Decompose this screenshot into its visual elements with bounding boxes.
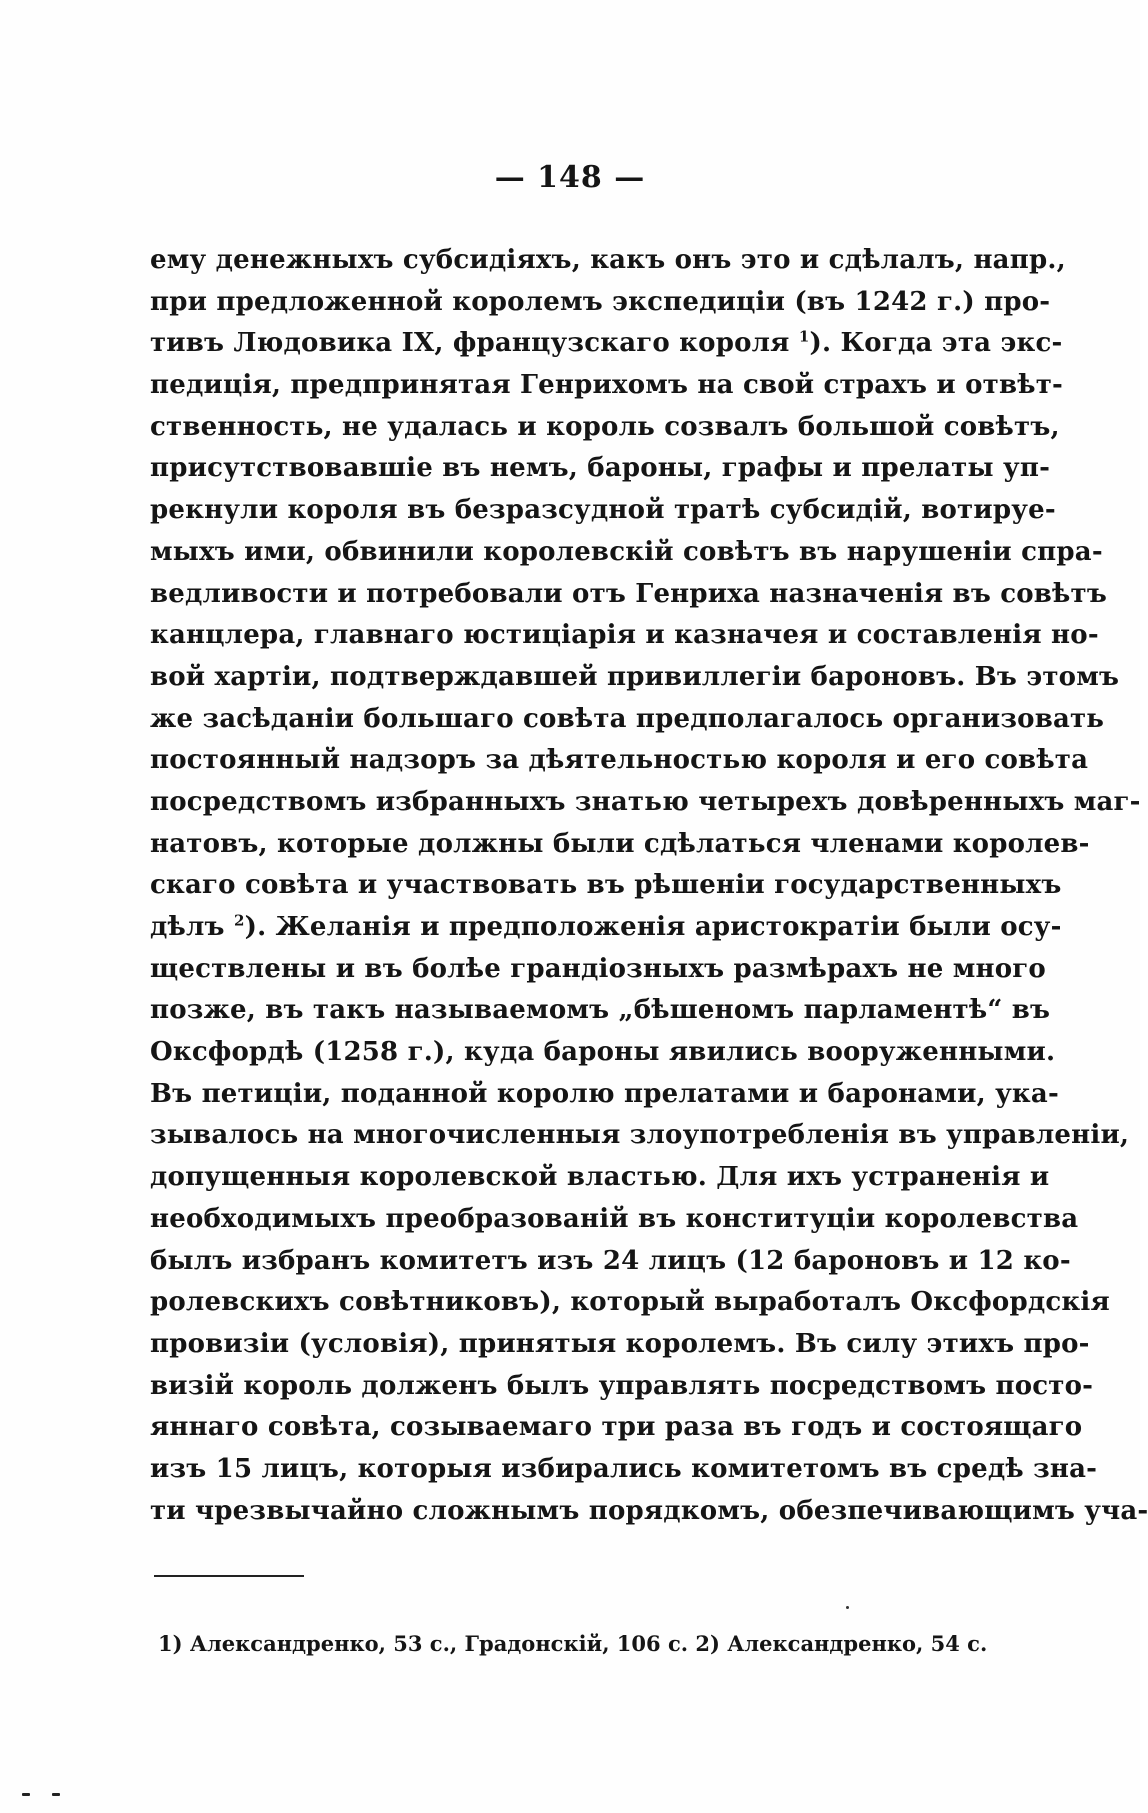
footnotes: 1) Александренко, 53 с., Градонскій, 106 с. 2) Александренко, 54 с.	[158, 1631, 988, 1656]
text-line: допущенныя королевской властью. Для ихъ устраненія и	[150, 1162, 1050, 1193]
text-line: Въ петиціи, поданной королю прелатами и баронами, ука-	[150, 1078, 1059, 1109]
text-line	[150, 907, 1062, 949]
text-line: же засѣданіи большаго совѣта предполагалось организовать	[150, 703, 1105, 734]
text-line: ществлены и въ болѣе грандіозныхъ размѣрахъ не много	[150, 953, 1046, 984]
text-line: педиція, предпринятая Генрихомъ на свой страхъ и отвѣт-	[150, 370, 1064, 401]
text-line: ведливости и потребовали отъ Генриха назначенія въ совѣтъ	[150, 578, 1107, 609]
text-line: скаго совѣта и участвовать въ рѣшеніи государственныхъ	[150, 870, 1062, 901]
text-line: при предложенной королемъ экспедиціи (въ 1242 г.) про-	[150, 286, 1051, 317]
body-text	[150, 240, 1148, 1532]
text-line: канцлера, главнаго юстиціарія и казначея и составленія но-	[150, 620, 1099, 651]
text-fragment: тивъ Людовика IX, французскаго короля	[150, 328, 799, 359]
text-line: постоянный надзоръ за дѣятельностью короля и его совѣта	[150, 745, 1089, 776]
text-line: ственность, не удалась и король созвалъ большой совѣтъ,	[150, 411, 1060, 442]
text-line: визій король долженъ былъ управлять посредствомъ посто-	[150, 1370, 1094, 1401]
text-fragment: дѣлъ	[150, 912, 234, 942]
text-line: ему денежныхъ субсидіяхъ, какъ онъ это и сдѣлалъ, напр.,	[150, 245, 1066, 275]
text-line	[150, 323, 1063, 365]
text-line: рекнули короля въ безразсудной тратѣ субсидій, вотируе-	[150, 495, 1056, 526]
text-line: необходимыхъ преобразованій въ конституціи королевства	[150, 1203, 1079, 1234]
text-line: позже, въ такъ называемомъ „бѣшеномъ парламентѣ“ въ	[150, 995, 1051, 1026]
page-number: — 148 —	[494, 160, 646, 195]
text-line: мыхъ ими, обвинили королевскій совѣтъ въ нарушеніи спра-	[150, 536, 1103, 567]
text-line: посредствомъ избранныхъ знатью четырехъ довѣренныхъ маг-	[150, 786, 1141, 817]
text-line: Оксфордѣ (1258 г.), куда бароны явились вооруженными.	[150, 1037, 1056, 1068]
footnote-marker: 2	[233, 911, 245, 930]
text-line: изъ 15 лицъ, которыя избирались комитетомъ въ средѣ зна-	[150, 1453, 1098, 1484]
text-line: провизіи (условія), принятыя королемъ. Въ силу этихъ про-	[150, 1328, 1090, 1359]
text-line: натовъ, которые должны были сдѣлаться членами королев-	[150, 828, 1090, 859]
text-line: ролевскихъ совѣтниковъ), который выработалъ Оксфордскія	[150, 1287, 1110, 1318]
print-speck	[846, 1606, 849, 1609]
footnote-separator	[154, 1575, 304, 1577]
text-line: зывалось на многочисленныя злоупотребленія въ управленіи,	[150, 1120, 1130, 1151]
text-line: былъ избранъ комитетъ изъ 24 лицъ (12 бароновъ и 12 ко-	[150, 1245, 1071, 1276]
text-line: яннаго совѣта, созываемаго три раза въ годъ и состоящаго	[150, 1412, 1083, 1443]
text-fragment: ). Желанія и предположенія аристократіи были осу-	[244, 912, 1062, 942]
text-fragment: ). Когда эта экс-	[809, 328, 1063, 359]
footnote-marker: 1	[798, 327, 810, 346]
text-line: присутствовавшіе въ немъ, бароны, графы и прелаты уп-	[150, 453, 1051, 484]
text-line: ти чрезвычайно сложнымъ порядкомъ, обезпечивающимъ уча-	[150, 1495, 1148, 1526]
text-line: вой хартіи, подтверждавшей привиллегіи бароновъ. Въ этомъ	[150, 661, 1120, 692]
scan-artifact	[22, 1793, 64, 1799]
